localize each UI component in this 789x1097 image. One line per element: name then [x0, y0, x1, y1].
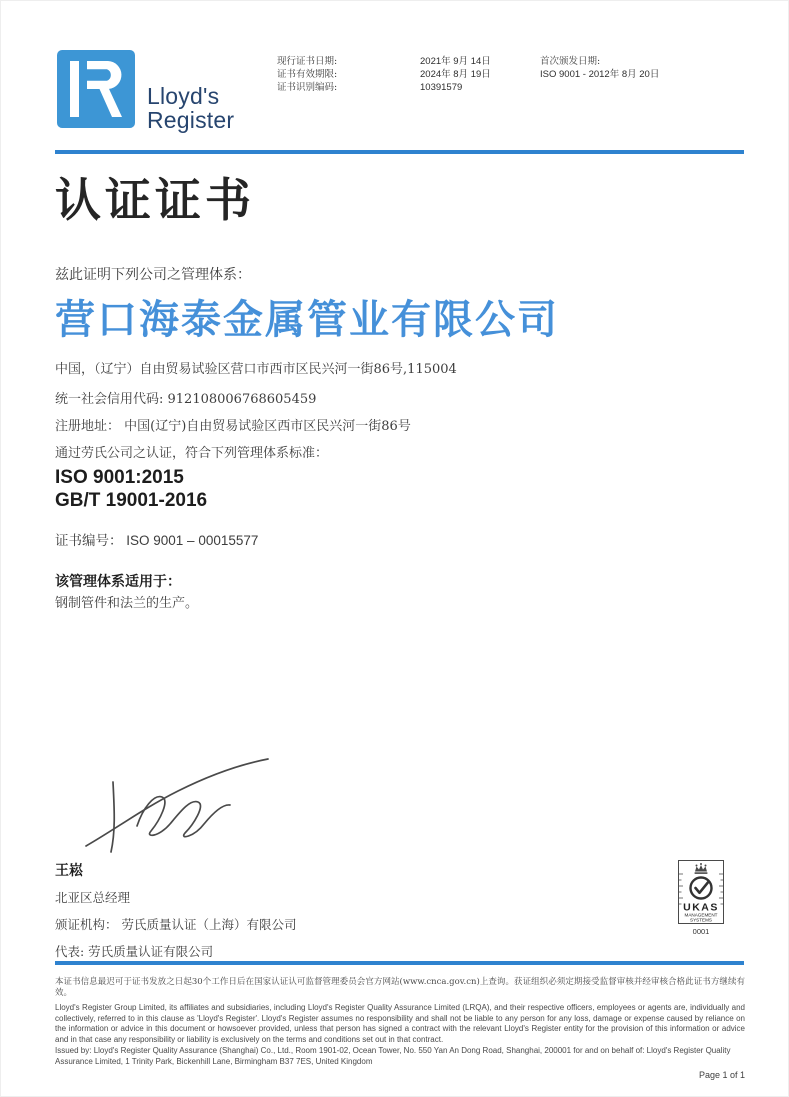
approval-statement: 通过劳氏公司之认证，符合下列管理体系标准： — [55, 446, 329, 461]
standards-list — [55, 466, 207, 512]
scope-text: 钢制管件和法兰的生产。 — [55, 596, 199, 611]
page-number: Page 1 of 1 — [698, 1070, 745, 1080]
signatory-title: 北亚区总经理 — [55, 890, 131, 905]
ukas-accreditation-mark — [670, 860, 732, 949]
company-name: 营口海泰金属管业有限公司 — [55, 296, 559, 343]
scope-heading: 该管理体系适用于： — [55, 574, 181, 590]
ukas-number: 0001 — [692, 927, 710, 936]
standard-iso: ISO 9001:2015 — [55, 467, 184, 488]
ukas-subline2: SYSTEMS — [690, 917, 712, 923]
footer-en-disclaimer: Lloyd's Register Group Limited, its affiliates and subsidiaries, including Lloyd's Register Quality Assurance Limited (LRQA), and their respective officers, employees or agents are, individually and collectively, referred to in this clause as 'Lloyd's Register'. Lloyd's Register assumes no responsibility and shall not be liable to any person for any loss, damage or expense caused by reliance on the information or advice in this document or howsoever provided, unless that person has signed a contract with the relevant Lloyd's Register entity for the provision of this information or advice and in that case any responsibility or liability is exclusively on the terms and conditions set out in that contract. — [55, 1003, 745, 1044]
current-date-label: 现行证书日期: — [277, 56, 338, 67]
lloyds-register-logo — [57, 50, 135, 128]
signature-image — [80, 752, 280, 867]
cert-number-label: 证书编号： — [55, 533, 123, 549]
issuer-line: 颁证机构： 劳氏质量认证（上海）有限公司 — [55, 917, 297, 932]
expiry-label: 证书有效期限: — [277, 69, 338, 80]
header-divider — [55, 150, 744, 154]
footer-cn-notice: 本证书信息最迟可于证书发放之日起30个工作日后在国家认证认可监督管理委员会官方网站(www.cnca.gov.cn)上查询。获证组织必须定期接受监督审核并经审核合格此证书方继续有效。 — [55, 977, 745, 998]
first-issue-value: ISO 9001 - 2012年 8月 20日 — [540, 69, 660, 80]
company-address: 中国，（辽宁）自由贸易试验区营口市西市区民兴河一街86号,115004 — [55, 362, 457, 377]
ukas-name: UKAS — [683, 901, 719, 914]
representative-line: 代表: 劳氏质量认证有限公司 — [55, 944, 214, 959]
current-date-value: 2021年 9月 14日 — [420, 56, 491, 67]
handwritten-signature-icon — [80, 752, 280, 862]
lr-monogram-icon — [57, 50, 135, 128]
brand-line1: Lloyd's — [147, 83, 220, 109]
expiry-value: 2024年 8月 19日 — [420, 69, 491, 80]
standard-gbt: GB/T 19001-2016 — [55, 490, 208, 511]
registered-address: 注册地址： 中国(辽宁)自由贸易试验区西市区民兴河一街86号 — [55, 419, 411, 434]
cert-id-label: 证书识别编码: — [277, 82, 338, 93]
page-title: 认证证书 — [55, 173, 255, 227]
cert-number-line — [55, 529, 258, 549]
credit-code: 统一社会信用代码: 912108006768605459 — [55, 392, 317, 407]
intro-statement: 兹此证明下列公司之管理体系： — [55, 267, 251, 283]
cert-id-value: 10391579 — [420, 82, 463, 93]
brand-line2: Register — [147, 107, 235, 133]
first-issue-label: 首次颁发日期: — [540, 56, 601, 67]
brand-name — [147, 84, 234, 132]
ukas-subline1: MANAGEMENT — [684, 912, 718, 918]
footer-en-issued: Issued by: Lloyd's Register Quality Assurance (Shanghai) Co., Ltd., Room 1901-02, Ocean Tower, No. 550 Yan An Dong Road, Shanghai, 200001 for and on behalf of: Lloyd's Register Quality Assurance Limited, 1 Trinity Park, Bickenhill Lane, Birmingham B37 7ES, United Kingdom — [55, 1046, 731, 1066]
cert-number-value: ISO 9001 – 00015577 — [126, 533, 259, 548]
footer-divider — [55, 961, 744, 965]
ukas-logo-icon — [670, 860, 732, 944]
signatory-name: 王崧 — [55, 863, 83, 879]
